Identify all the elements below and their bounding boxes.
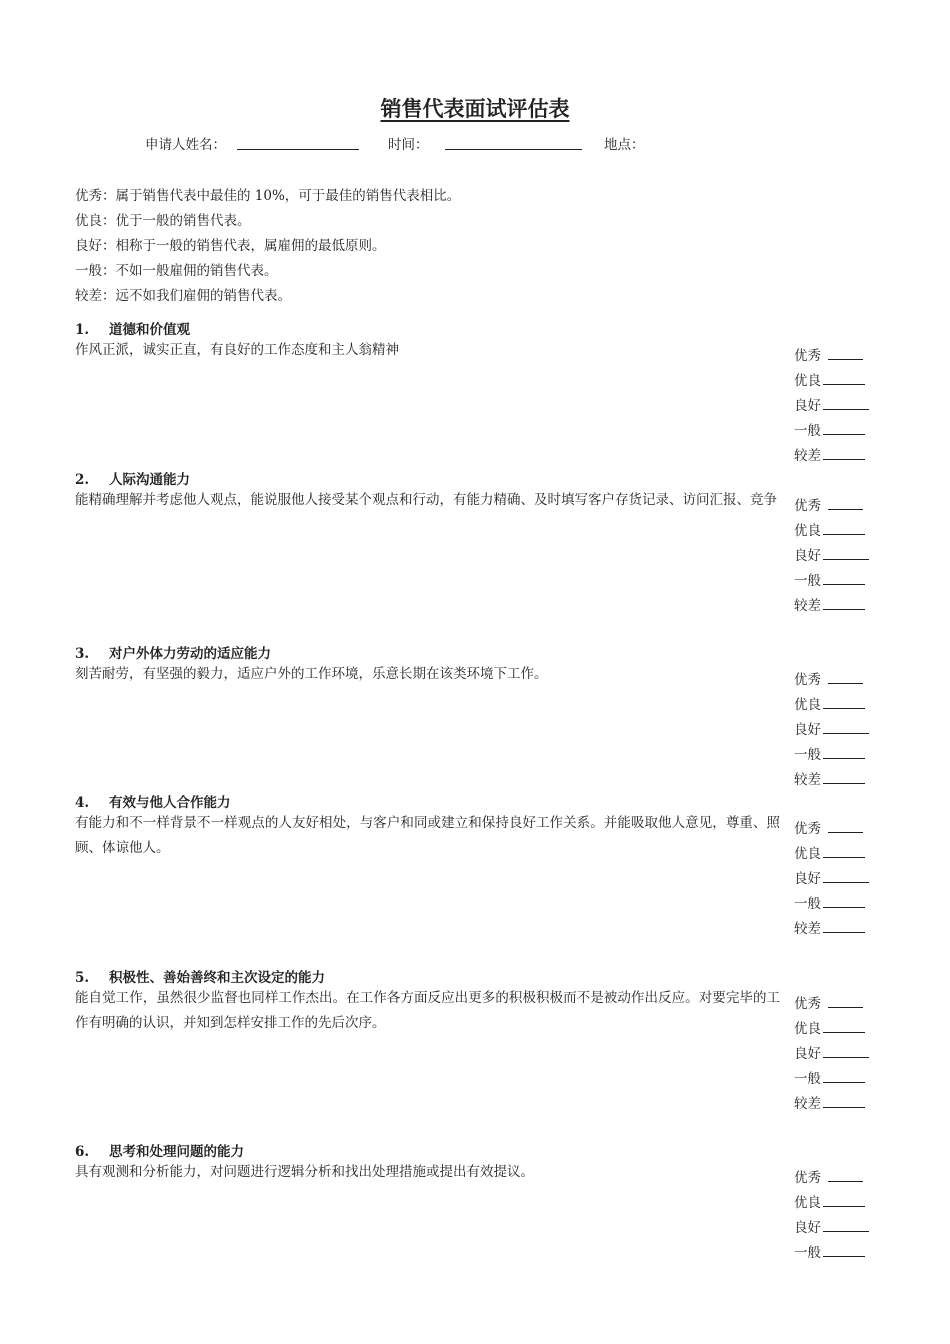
- rating-label: 优良: [794, 846, 821, 862]
- rating-option: [794, 668, 863, 688]
- section-number: 4.: [75, 795, 90, 811]
- section-heading: 有效与他人合作能力: [109, 795, 231, 811]
- rating-label: 较差: [794, 448, 821, 464]
- rating-option: [794, 369, 865, 389]
- rating-option: [794, 1166, 863, 1186]
- rating-blank[interactable]: [823, 845, 865, 858]
- rating-label: 良好: [794, 871, 821, 887]
- section-number: 2.: [75, 472, 90, 488]
- rating-blank[interactable]: [823, 920, 865, 933]
- section-number: 6.: [75, 1144, 90, 1160]
- rating-label: 优秀: [794, 996, 821, 1012]
- legend-average: 一般：不如一般雇佣的销售代表。: [75, 263, 278, 279]
- rating-blank[interactable]: [823, 372, 865, 385]
- rating-blank[interactable]: [823, 547, 869, 560]
- section-number: 1.: [75, 322, 90, 338]
- rating-label: 一般: [794, 573, 821, 589]
- rating-option: [794, 768, 865, 788]
- section-title: [75, 791, 231, 811]
- rating-option: [794, 867, 869, 887]
- rating-label: 优秀: [794, 1170, 821, 1186]
- rating-option: [794, 419, 865, 439]
- rating-label: 优良: [794, 1195, 821, 1211]
- section-heading: 思考和处理问题的能力: [109, 1144, 244, 1160]
- rating-blank[interactable]: [823, 1020, 865, 1033]
- rating-option: [794, 743, 865, 763]
- rating-option: [794, 544, 869, 564]
- section-description: 刻苦耐劳，有坚强的毅力，适应户外的工作环境，乐意长期在该类环境下工作。: [75, 666, 548, 682]
- section-number: 3.: [75, 646, 90, 662]
- section-title: [75, 468, 190, 488]
- section-description: 有能力和不一样背景不一样观点的人友好相处，与客户和同或建立和保持良好工作关系。并能吸取他人意见，尊重、照顾、体谅他人。: [75, 815, 780, 856]
- rating-blank[interactable]: [823, 870, 869, 883]
- rating-option: [794, 917, 865, 937]
- rating-blank[interactable]: [823, 1219, 869, 1232]
- rating-blank[interactable]: [823, 771, 865, 784]
- rating-option: [794, 1216, 869, 1236]
- section-title: [75, 966, 325, 986]
- legend-good: 良好：相称于一般的销售代表，属雇佣的最低原则。: [75, 238, 386, 254]
- legend-very-good: 优良：优于一般的销售代表。: [75, 213, 251, 229]
- rating-label: 优秀: [794, 672, 821, 688]
- rating-blank[interactable]: [828, 995, 863, 1008]
- rating-label: 优秀: [794, 348, 821, 364]
- section-title: [75, 318, 190, 338]
- rating-option: [794, 444, 865, 464]
- rating-label: 良好: [794, 1046, 821, 1062]
- rating-label: 优秀: [794, 821, 821, 837]
- rating-label: 一般: [794, 1245, 821, 1261]
- rating-blank[interactable]: [823, 1194, 865, 1207]
- rating-blank[interactable]: [828, 820, 863, 833]
- legend-excellent: 优秀：属于销售代表中最佳的 10%，可于最佳的销售代表相比。: [75, 188, 461, 204]
- rating-option: [794, 892, 865, 912]
- rating-label: 优良: [794, 523, 821, 539]
- section-description: 能精确理解并考虑他人观点，能说服他人接受某个观点和行动，有能力精确、及时填写客户存货记录、访问汇报、竞争: [75, 492, 777, 508]
- section-heading: 道德和价值观: [109, 322, 190, 338]
- rating-option: [794, 992, 863, 1012]
- rating-option: [794, 394, 869, 414]
- rating-label: 一般: [794, 896, 821, 912]
- legend-poor: 较差：远不如我们雇佣的销售代表。: [75, 288, 291, 304]
- rating-option: [794, 519, 865, 539]
- rating-option: [794, 817, 863, 837]
- section-title: [75, 642, 271, 662]
- rating-label: 优秀: [794, 498, 821, 514]
- rating-option: [794, 718, 869, 738]
- rating-label: 一般: [794, 1071, 821, 1087]
- time-label: 时间：: [388, 137, 429, 153]
- section-number: 5.: [75, 970, 90, 986]
- rating-label: 优良: [794, 697, 821, 713]
- rating-blank[interactable]: [823, 746, 865, 759]
- section-title: [75, 1140, 244, 1160]
- rating-option: [794, 1042, 869, 1062]
- rating-label: 较差: [794, 921, 821, 937]
- rating-blank[interactable]: [828, 347, 863, 360]
- location-label: 地点：: [604, 137, 645, 153]
- rating-blank[interactable]: [823, 597, 865, 610]
- rating-label: 优良: [794, 1021, 821, 1037]
- rating-blank[interactable]: [823, 572, 865, 585]
- time-field[interactable]: [445, 149, 582, 150]
- rating-label: 良好: [794, 722, 821, 738]
- rating-blank[interactable]: [823, 721, 869, 734]
- rating-blank[interactable]: [823, 397, 869, 410]
- rating-option: [794, 693, 865, 713]
- section-description: 具有观测和分析能力，对问题进行逻辑分析和找出处理措施或提出有效提议。: [75, 1164, 534, 1180]
- applicant-name-label: 申请人姓名：: [145, 137, 226, 153]
- rating-label: 优良: [794, 373, 821, 389]
- form-title: 销售代表面试评估表: [380, 96, 570, 121]
- rating-label: 良好: [794, 1220, 821, 1236]
- rating-label: 较差: [794, 1096, 821, 1112]
- rating-option: [794, 569, 865, 589]
- rating-blank[interactable]: [828, 1169, 863, 1182]
- rating-option: [794, 1191, 865, 1211]
- section-description: 能自觉工作，虽然很少监督也同样工作杰出。在工作各方面反应出更多的积极积极而不是被动作出反应。对要完毕的工作有明确的认识，并知到怎样安排工作的先后次序。: [75, 990, 780, 1031]
- rating-blank[interactable]: [823, 696, 865, 709]
- rating-label: 良好: [794, 398, 821, 414]
- section-heading: 人际沟通能力: [109, 472, 190, 488]
- rating-option: [794, 594, 865, 614]
- rating-label: 一般: [794, 747, 821, 763]
- rating-option: [794, 842, 865, 862]
- section-description: 作风正派，诚实正直，有良好的工作态度和主人翁精神: [75, 342, 399, 358]
- applicant-name-field[interactable]: [237, 149, 359, 150]
- rating-option: [794, 1092, 865, 1112]
- rating-option: [794, 1067, 865, 1087]
- section-heading: 积极性、善始善终和主次设定的能力: [109, 970, 325, 986]
- rating-label: 较差: [794, 598, 821, 614]
- rating-blank[interactable]: [823, 1045, 869, 1058]
- rating-blank[interactable]: [823, 895, 865, 908]
- rating-option: [794, 1017, 865, 1037]
- rating-label: 一般: [794, 423, 821, 439]
- rating-option: [794, 1241, 865, 1261]
- rating-blank[interactable]: [823, 1244, 865, 1257]
- rating-blank[interactable]: [828, 497, 863, 510]
- rating-blank[interactable]: [823, 522, 865, 535]
- rating-option: [794, 494, 863, 514]
- rating-blank[interactable]: [823, 1070, 865, 1083]
- rating-blank[interactable]: [828, 671, 863, 684]
- rating-label: 良好: [794, 548, 821, 564]
- rating-option: [794, 344, 863, 364]
- section-heading: 对户外体力劳动的适应能力: [109, 646, 271, 662]
- rating-label: 较差: [794, 772, 821, 788]
- rating-blank[interactable]: [823, 422, 865, 435]
- rating-blank[interactable]: [823, 447, 865, 460]
- rating-blank[interactable]: [823, 1095, 865, 1108]
